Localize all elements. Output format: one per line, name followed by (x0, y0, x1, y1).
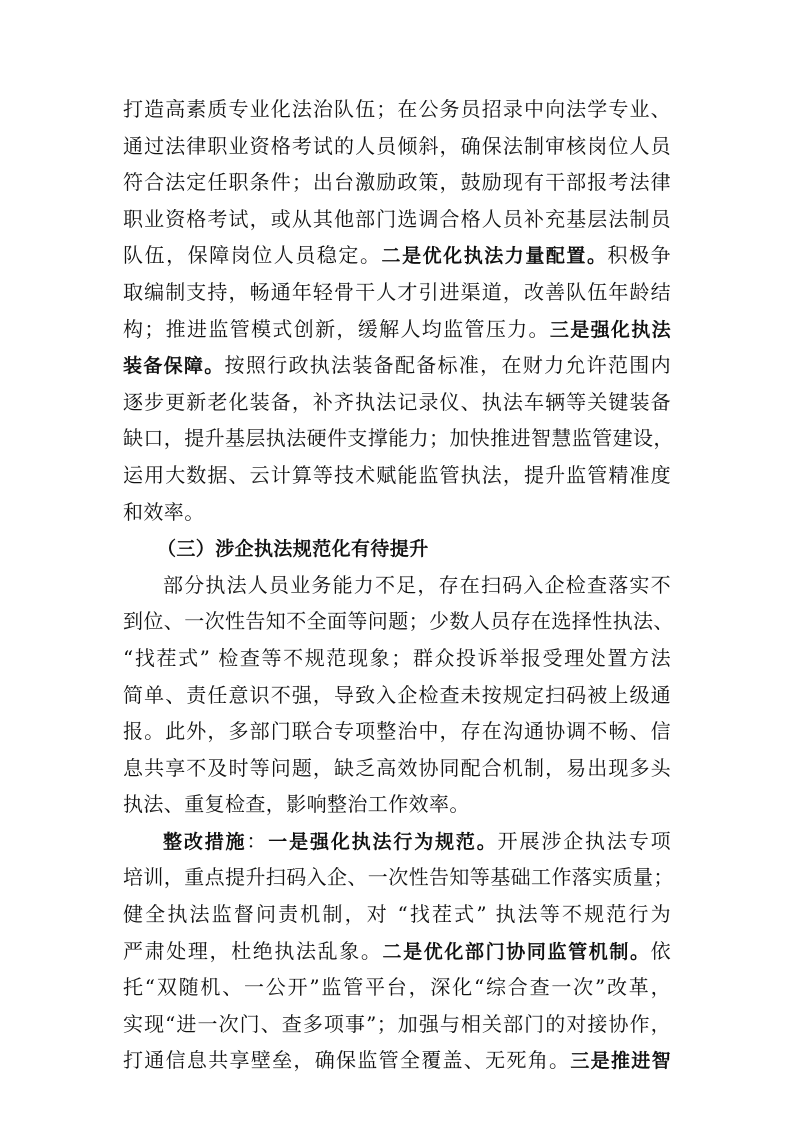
body-text: “找茬式” 检查等不规范现象；群众投诉举报受理处置方法 (123, 645, 671, 670)
body-text: 积极争 (607, 243, 672, 268)
document-body (123, 91, 674, 1079)
paragraph-line (123, 750, 671, 787)
paragraph-line (123, 201, 671, 238)
body-text: 按照行政执法装备配备标准，在财力允许范围内 (224, 353, 671, 378)
bold-text: 装备保障。 (123, 355, 225, 378)
paragraph-line (123, 567, 671, 604)
bold-text: 二是优化部门协同监管机制。 (382, 940, 651, 963)
body-text: 简单、责任意识不强，导致入企检查未按规定扫码被上级通 (123, 682, 671, 707)
paragraph-line (123, 420, 674, 457)
bold-text: 二是优化执法力量配置。 (381, 245, 608, 268)
bold-text: 三是强化执法 (549, 318, 671, 341)
bold-text: 整改措施 (163, 830, 247, 853)
body-text: 依 (650, 938, 671, 963)
paragraph-line (123, 384, 671, 421)
body-text: 健全执法监督问责机制，对 “找茬式” 执法等不规范行为 (123, 902, 671, 927)
paragraph-line (123, 91, 671, 128)
paragraph-line (123, 494, 671, 531)
body-text: 通过法律职业资格考试的人员倾斜，确保法制审核岗位人员 (123, 133, 671, 158)
body-text: ： (246, 828, 269, 853)
paragraph-line (123, 713, 671, 750)
paragraph-line (123, 969, 671, 1006)
paragraph-line (123, 823, 671, 860)
body-text: 运用大数据、云计算等技术赋能监管执法，提升监管精准度 (123, 462, 671, 487)
paragraph-line (123, 640, 671, 677)
body-text: 开展涉企执法专项 (497, 828, 671, 853)
body-text: 队伍，保障岗位人员稳定。 (123, 243, 382, 268)
paragraph-line (123, 274, 671, 311)
body-text: 息共享不及时等问题，缺乏高效协同配合机制，易出现多头 (123, 755, 671, 780)
body-text: 严肃处理，杜绝执法乱象。 (123, 938, 383, 963)
bold-text: 一是强化执法行为规范。 (268, 830, 498, 853)
body-text: 构；推进监管模式创新，缓解人均监管压力。 (123, 316, 550, 341)
body-text: 取编制支持，畅通年轻骨干人才引进渠道，改善队伍年龄结 (123, 279, 671, 304)
body-text: 打通信息共享壁垒，确保监管全覆盖、无死角。 (123, 1048, 571, 1073)
body-text: 和效率。 (123, 499, 205, 524)
paragraph-line (123, 677, 671, 714)
paragraph-line (123, 933, 671, 970)
paragraph-line (123, 128, 671, 165)
body-text: 培训，重点提升扫码入企、一次性告知等基础工作落实质量； (123, 865, 674, 890)
body-text: 执法、重复检查，影响整治工作效率。 (123, 792, 470, 817)
paragraph-line (123, 457, 671, 494)
paragraph-line (123, 237, 671, 274)
paragraph-line (123, 896, 671, 933)
section-heading (123, 530, 671, 567)
paragraph-line (123, 311, 671, 348)
document-page (123, 91, 674, 1079)
paragraph-line (123, 859, 674, 896)
body-text: 报。此外，多部门联合专项整治中，存在沟通协调不畅、信 (123, 719, 671, 744)
body-text: 托“双随机、一公开”监管平台，深化“综合查一次”改革， (123, 975, 671, 1000)
paragraph-line (123, 347, 671, 384)
paragraph-line (123, 164, 671, 201)
paragraph-line (123, 786, 671, 823)
bold-text: （三）涉企执法规范化有待提升 (157, 538, 429, 561)
body-text: 到位、一次性告知不全面等问题；少数人员存在选择性执法、 (123, 609, 674, 634)
body-text: 实现“进一次门、查多项事”；加强与相关部门的对接协作， (123, 1011, 671, 1036)
body-text: 职业资格考试，或从其他部门选调合格人员补充基层法制员 (123, 206, 671, 231)
body-text: 部分执法人员业务能力不足，存在扫码入企检查落实不 (163, 572, 671, 597)
paragraph-line (123, 1006, 671, 1043)
body-text: 逐步更新老化装备，补齐执法记录仪、执法车辆等关键装备 (123, 389, 671, 414)
body-text: 缺口，提升基层执法硬件支撑能力；加快推进智慧监管建设， (123, 426, 674, 451)
bold-text: 三是推进智 (570, 1050, 671, 1073)
paragraph-line (123, 603, 674, 640)
body-text: 符合法定任职条件；出台激励政策，鼓励现有干部报考法律 (123, 170, 671, 195)
paragraph-line (123, 1042, 671, 1079)
body-text: 打造高素质专业化法治队伍；在公务员招录中向法学专业、 (123, 97, 671, 121)
